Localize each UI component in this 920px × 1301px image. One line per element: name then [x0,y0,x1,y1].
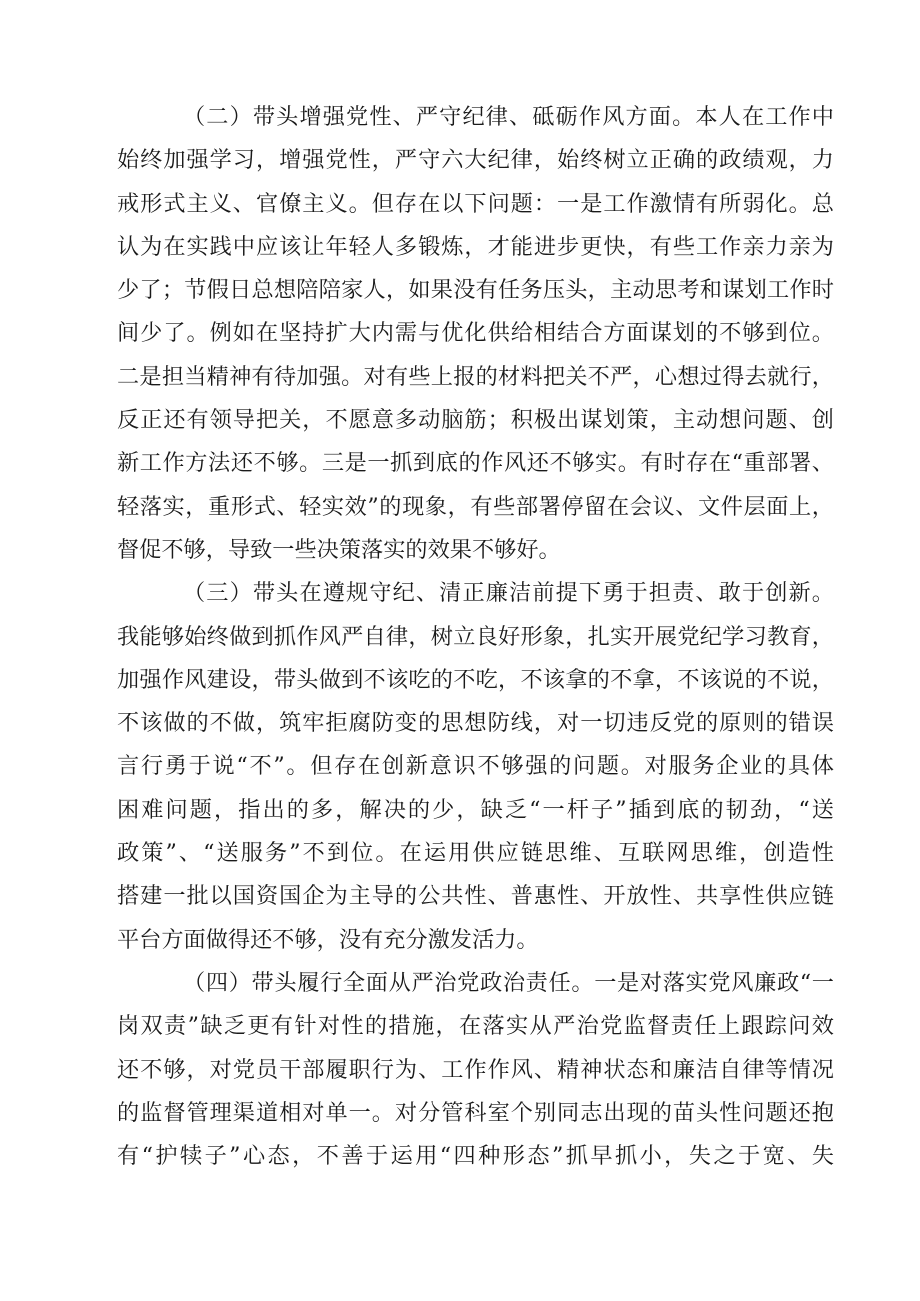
paragraph-line: 搭建一批以国资国企为主导的公共性、普惠性、开放性、共享性供应链 [117,883,834,910]
paragraph-line: 岗双责”缺乏更有针对性的措施，在落实从严治党监督责任上跟踪问效 [117,1013,834,1040]
paragraph-line: 二是担当精神有待加强。对有些上报的材料把关不严，心想过得去就行， [117,363,834,390]
paragraph-line: 加强作风建设，带头做到不该吃的不吃，不该拿的不拿，不该说的不说， [117,666,834,693]
paragraph-line: 的监督管理渠道相对单一。对分管科室个别同志出现的苗头性问题还抱 [117,1099,834,1126]
paragraph-line: 还不够，对党员干部履职行为、工作作风、精神状态和廉洁自律等情况 [117,1056,834,1083]
paragraph-line: （二）带头增强党性、严守纪律、砥砺作风方面。本人在工作中 [183,104,834,130]
paragraph-section-3 [117,572,834,962]
paragraph-line: 戒形式主义、官僚主义。但存在以下问题：一是工作激情有所弱化。总 [117,190,834,217]
document-body [117,96,834,1178]
paragraph-line: 不该做的不做，筑牢拒腐防变的思想防线，对一切违反党的原则的错误 [117,710,834,737]
paragraph-line: 督促不够，导致一些决策落实的效果不够好。 [117,536,561,563]
paragraph-line: 我能够始终做到抓作风严自律，树立良好形象，扎实开展党纪学习教育， [117,623,834,650]
paragraph-line: 间少了。例如在坚持扩大内需与优化供给相结合方面谋划的不够到位。 [117,320,834,347]
paragraph-line: 新工作方法还不够。三是一抓到底的作风还不够实。有时存在“重部署、 [117,450,834,477]
paragraph-line: 平台方面做得还不够，没有充分激发活力。 [117,926,539,953]
paragraph-line: 有“护犊子”心态，不善于运用“四种形态”抓早抓小，失之于宽、失 [117,1143,834,1170]
paragraph-line: （三）带头在遵规守纪、清正廉洁前提下勇于担责、敢于创新。 [183,580,834,607]
paragraph-line: 困难问题，指出的多，解决的少，缺乏“一杆子”插到底的韧劲，“送 [117,796,834,823]
paragraph-line: 认为在实践中应该让年轻人多锻炼，才能进步更快，有些工作亲力亲为 [117,233,834,260]
paragraph-section-4 [117,962,834,1178]
paragraph-line: （四）带头履行全面从严治党政治责任。一是对落实党风廉政“一 [183,969,834,996]
paragraph-line: 轻落实，重形式、轻实效”的现象，有些部署停留在会议、文件层面上， [117,493,834,520]
paragraph-line: 少了；节假日总想陪陪家人，如果没有任务压头，主动思考和谋划工作时 [117,277,834,304]
paragraph-line: 言行勇于说“不”。但存在创新意识不够强的问题。对服务企业的具体 [117,753,834,780]
paragraph-line: 反正还有领导把关，不愿意多动脑筋；积极出谋划策，主动想问题、创 [117,407,834,434]
paragraph-line: 始终加强学习，增强党性，严守六大纪律，始终树立正确的政绩观，力 [117,147,834,174]
paragraph-line: 政策”、“送服务”不到位。在运用供应链思维、互联网思维，创造性 [117,840,834,867]
paragraph-section-2 [117,96,834,572]
